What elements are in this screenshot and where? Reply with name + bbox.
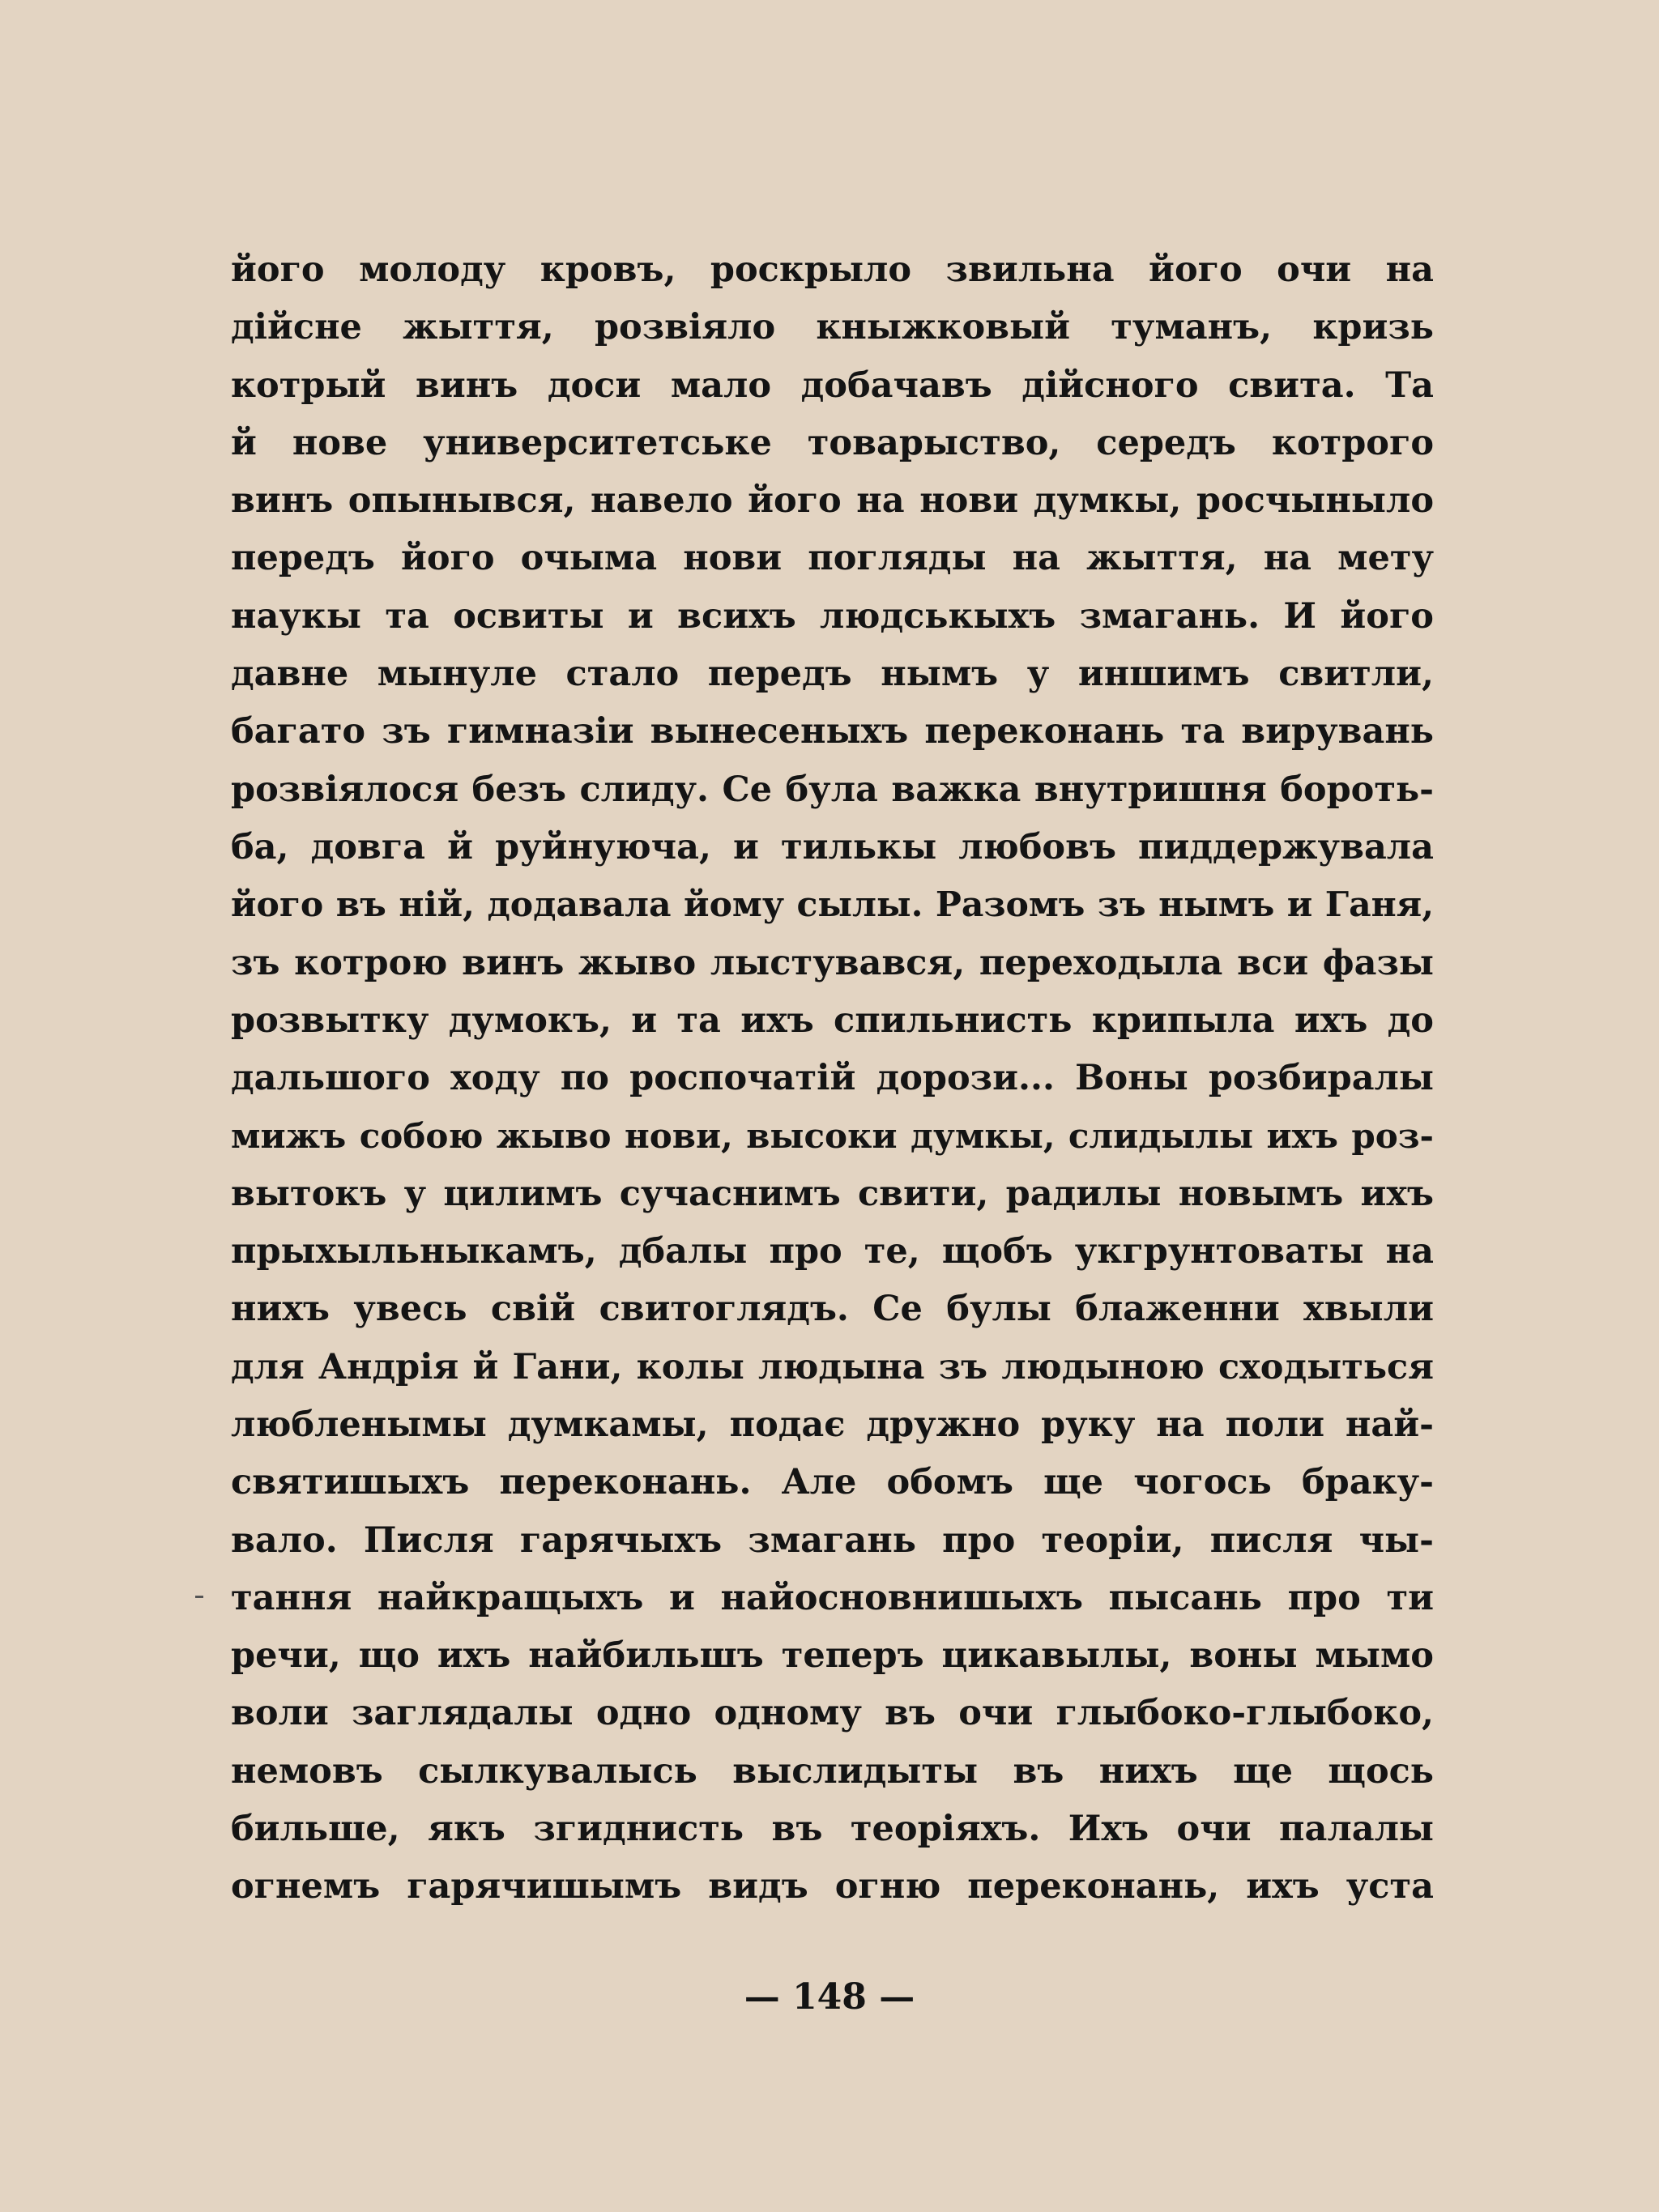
text-line: для Андрія й Гани, колы людына зъ людыною сходыться (231, 1346, 1434, 1387)
text-line: розвіялося безъ слиду. Се була важка внутришня бороть- (231, 769, 1434, 810)
text-line: давне мынуле стало передъ нымъ у иншимъ свитли, (231, 654, 1434, 695)
text-line: наукы та освиты и всихъ людськыхъ змагань. И його (231, 595, 1434, 637)
text-line: котрый винъ доси мало добачавъ дійсного свита. Та (231, 364, 1434, 406)
text-line: вытокъ у цилимъ сучаснимъ свити, радилы новымъ ихъ (231, 1173, 1434, 1214)
text-line: багато зъ гимназіи вынесеныхъ переконань та вирувань (231, 711, 1434, 752)
text-line: речи, що ихъ найбильшъ теперъ цикавылы, воны мымо (231, 1635, 1434, 1677)
text-line: дальшого ходу по роспочатій дорози... Воны розбиралы (231, 1058, 1434, 1099)
text-line: ба, довга й руйнуюча, и тилькы любовъ пиддержувала (231, 826, 1434, 867)
text-line: вало. Писля гарячыхъ змагань про теоріи, писля чы- (231, 1519, 1434, 1561)
text-line: прыхыльныкамъ, дбалы про те, щобъ укгрунтоваты на (231, 1231, 1434, 1272)
text-line: й нове университетське товарыство, середъ котрого (231, 422, 1434, 463)
text-line: розвытку думокъ, и та ихъ спильнисть крипыла ихъ до (231, 999, 1434, 1041)
text-line: немовъ сылкувалысь выслидыты въ нихъ ще щось (231, 1750, 1434, 1792)
text-line: тання найкращыхъ и найосновнишыхъ пысань про ти (231, 1577, 1434, 1618)
text-line: бильше, якъ згиднисть въ теоріяхъ. Ихъ очи палалы (231, 1809, 1434, 1850)
text-line: його молоду кровъ, роскрыло звильна його очи на (231, 249, 1434, 290)
body-text (231, 241, 1434, 1916)
text-line: дійсне жыття, розвіяло кныжковый туманъ, кризь (231, 307, 1434, 348)
text-line: зъ котрою винъ жыво лыстувався, переходыла вси фазы (231, 942, 1434, 983)
text-line: його въ ній, додавала йому сылы. Разомъ зъ нымъ и Ганя, (231, 884, 1434, 926)
text-line: святишыхъ переконань. Але обомъ ще чогось браку- (231, 1462, 1434, 1503)
text-line: огнемъ гарячишымъ видъ огню переконань, ихъ уста (231, 1866, 1434, 1907)
margin-mark (195, 1596, 203, 1598)
page-number: — 148 — (744, 1976, 915, 2018)
text-line: нихъ увесь свій свитоглядъ. Се булы блаженни хвыли (231, 1289, 1434, 1330)
text-line: мижъ собою жыво нови, высоки думкы, слидылы ихъ роз- (231, 1116, 1434, 1157)
text-line: передъ його очыма нови погляды на жыття, на мету (231, 538, 1434, 579)
text-line: винъ опынывся, навело його на нови думкы, росчыныло (231, 480, 1434, 522)
text-line: любленымы думкамы, подає дружно руку на поли най- (231, 1404, 1434, 1445)
text-line: воли заглядалы одно одному въ очи глыбоко-глыбоко, (231, 1693, 1434, 1734)
